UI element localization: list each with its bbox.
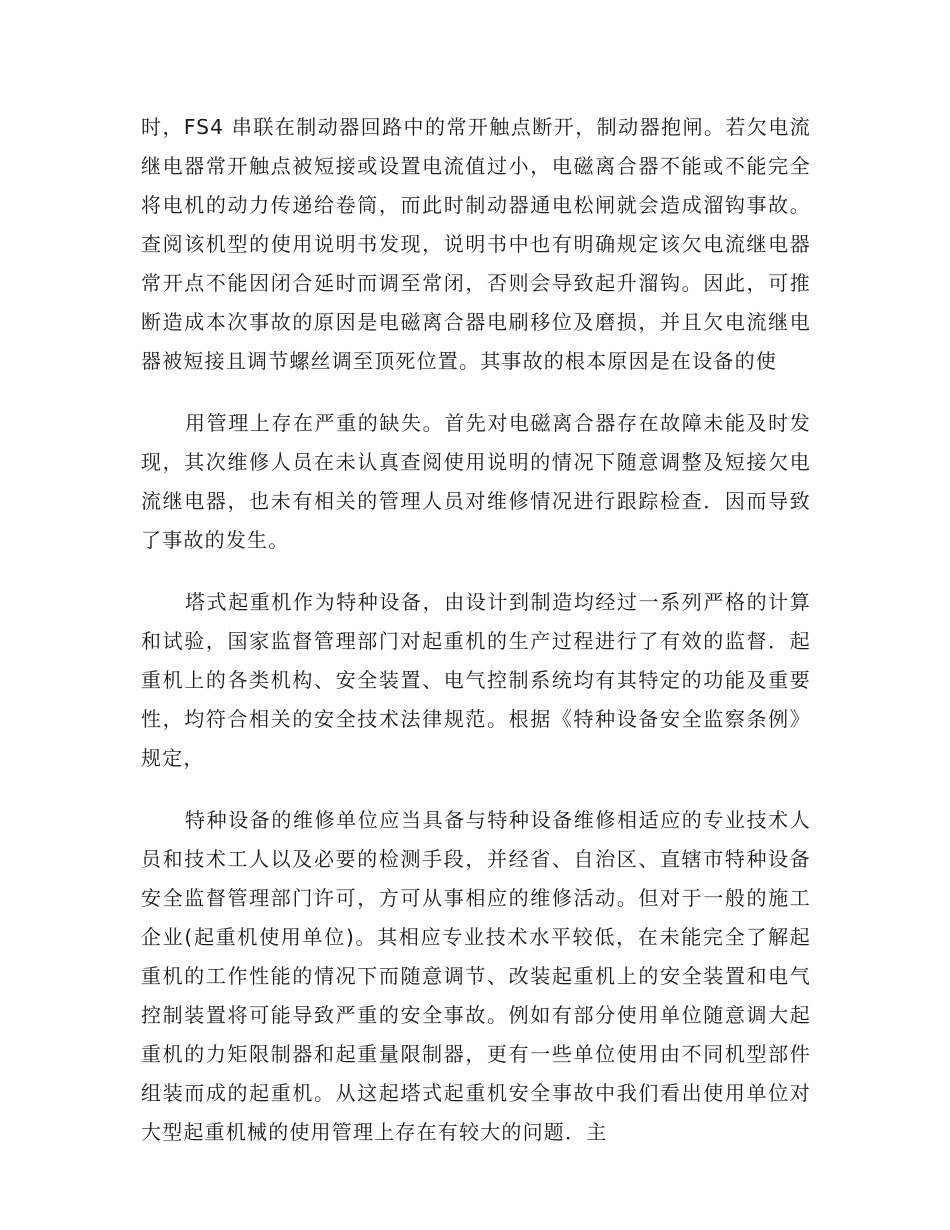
paragraph-2: 用管理上存在严重的缺失。首先对电磁离合器存在故障未能及时发现，其次维修人员在未认真查阅使用说明的情况下随意调整及短接欠电流继电器，也未有相关的管理人员对维修情况进行跟踪检查．因而导致了事故的发生。 [141, 411, 811, 552]
paragraph-4: 特种设备的维修单位应当具备与特种设备维修相适应的专业技术人员和技术工人以及必要的检测手段，并经省、自治区、直辖市特种设备安全监督管理部门许可，方可从事相应的维修活动。但对于一般的施工企业(起重机使用单位)。其相应专业技术水平较低，在未能完全了解起重机的工作性能的情况下而随意调节、改装起重机上的安全装置和电气控制装置将可能导致严重的安全事故。例如有部分使用单位随意调大起重机的力矩限制器和起重量限制器，更有一些单位使用由不同机型部件组装而成的起重机。从这起塔式起重机安全事故中我们看出使用单位对大型起重机械的使用管理上存在有较大的问题．主 [141, 808, 811, 1144]
document-body [141, 108, 811, 1152]
paragraph-1: 时，FS4 串联在制动器回路中的常开触点断开，制动器抱闸。若欠电流继电器常开触点被短接或设置电流值过小，电磁离合器不能或不能完全将电机的动力传递给卷筒，而此时制动器通电松闸就会造成溜钩事故。查阅该机型的使用说明书发现，说明书中也有明确规定该欠电流继电器常开点不能因闭合延时而调至常闭，否则会导致起升溜钩。因此，可推断造成本次事故的原因是电磁离合器电刷移位及磨损，并且欠电流继电器被短接且调节螺丝调至顶死位置。其事故的根本原因是在设备的使 [141, 115, 811, 373]
paragraph-3: 塔式起重机作为特种设备，由设计到制造均经过一系列严格的计算和试验，国家监督管理部门对起重机的生产过程进行了有效的监督．起重机上的各类机构、安全装置、电气控制系统均有其特定的功能及重要性，均符合相关的安全技术法律规范。根据《特种设备安全监察条例》规定， [141, 590, 811, 770]
